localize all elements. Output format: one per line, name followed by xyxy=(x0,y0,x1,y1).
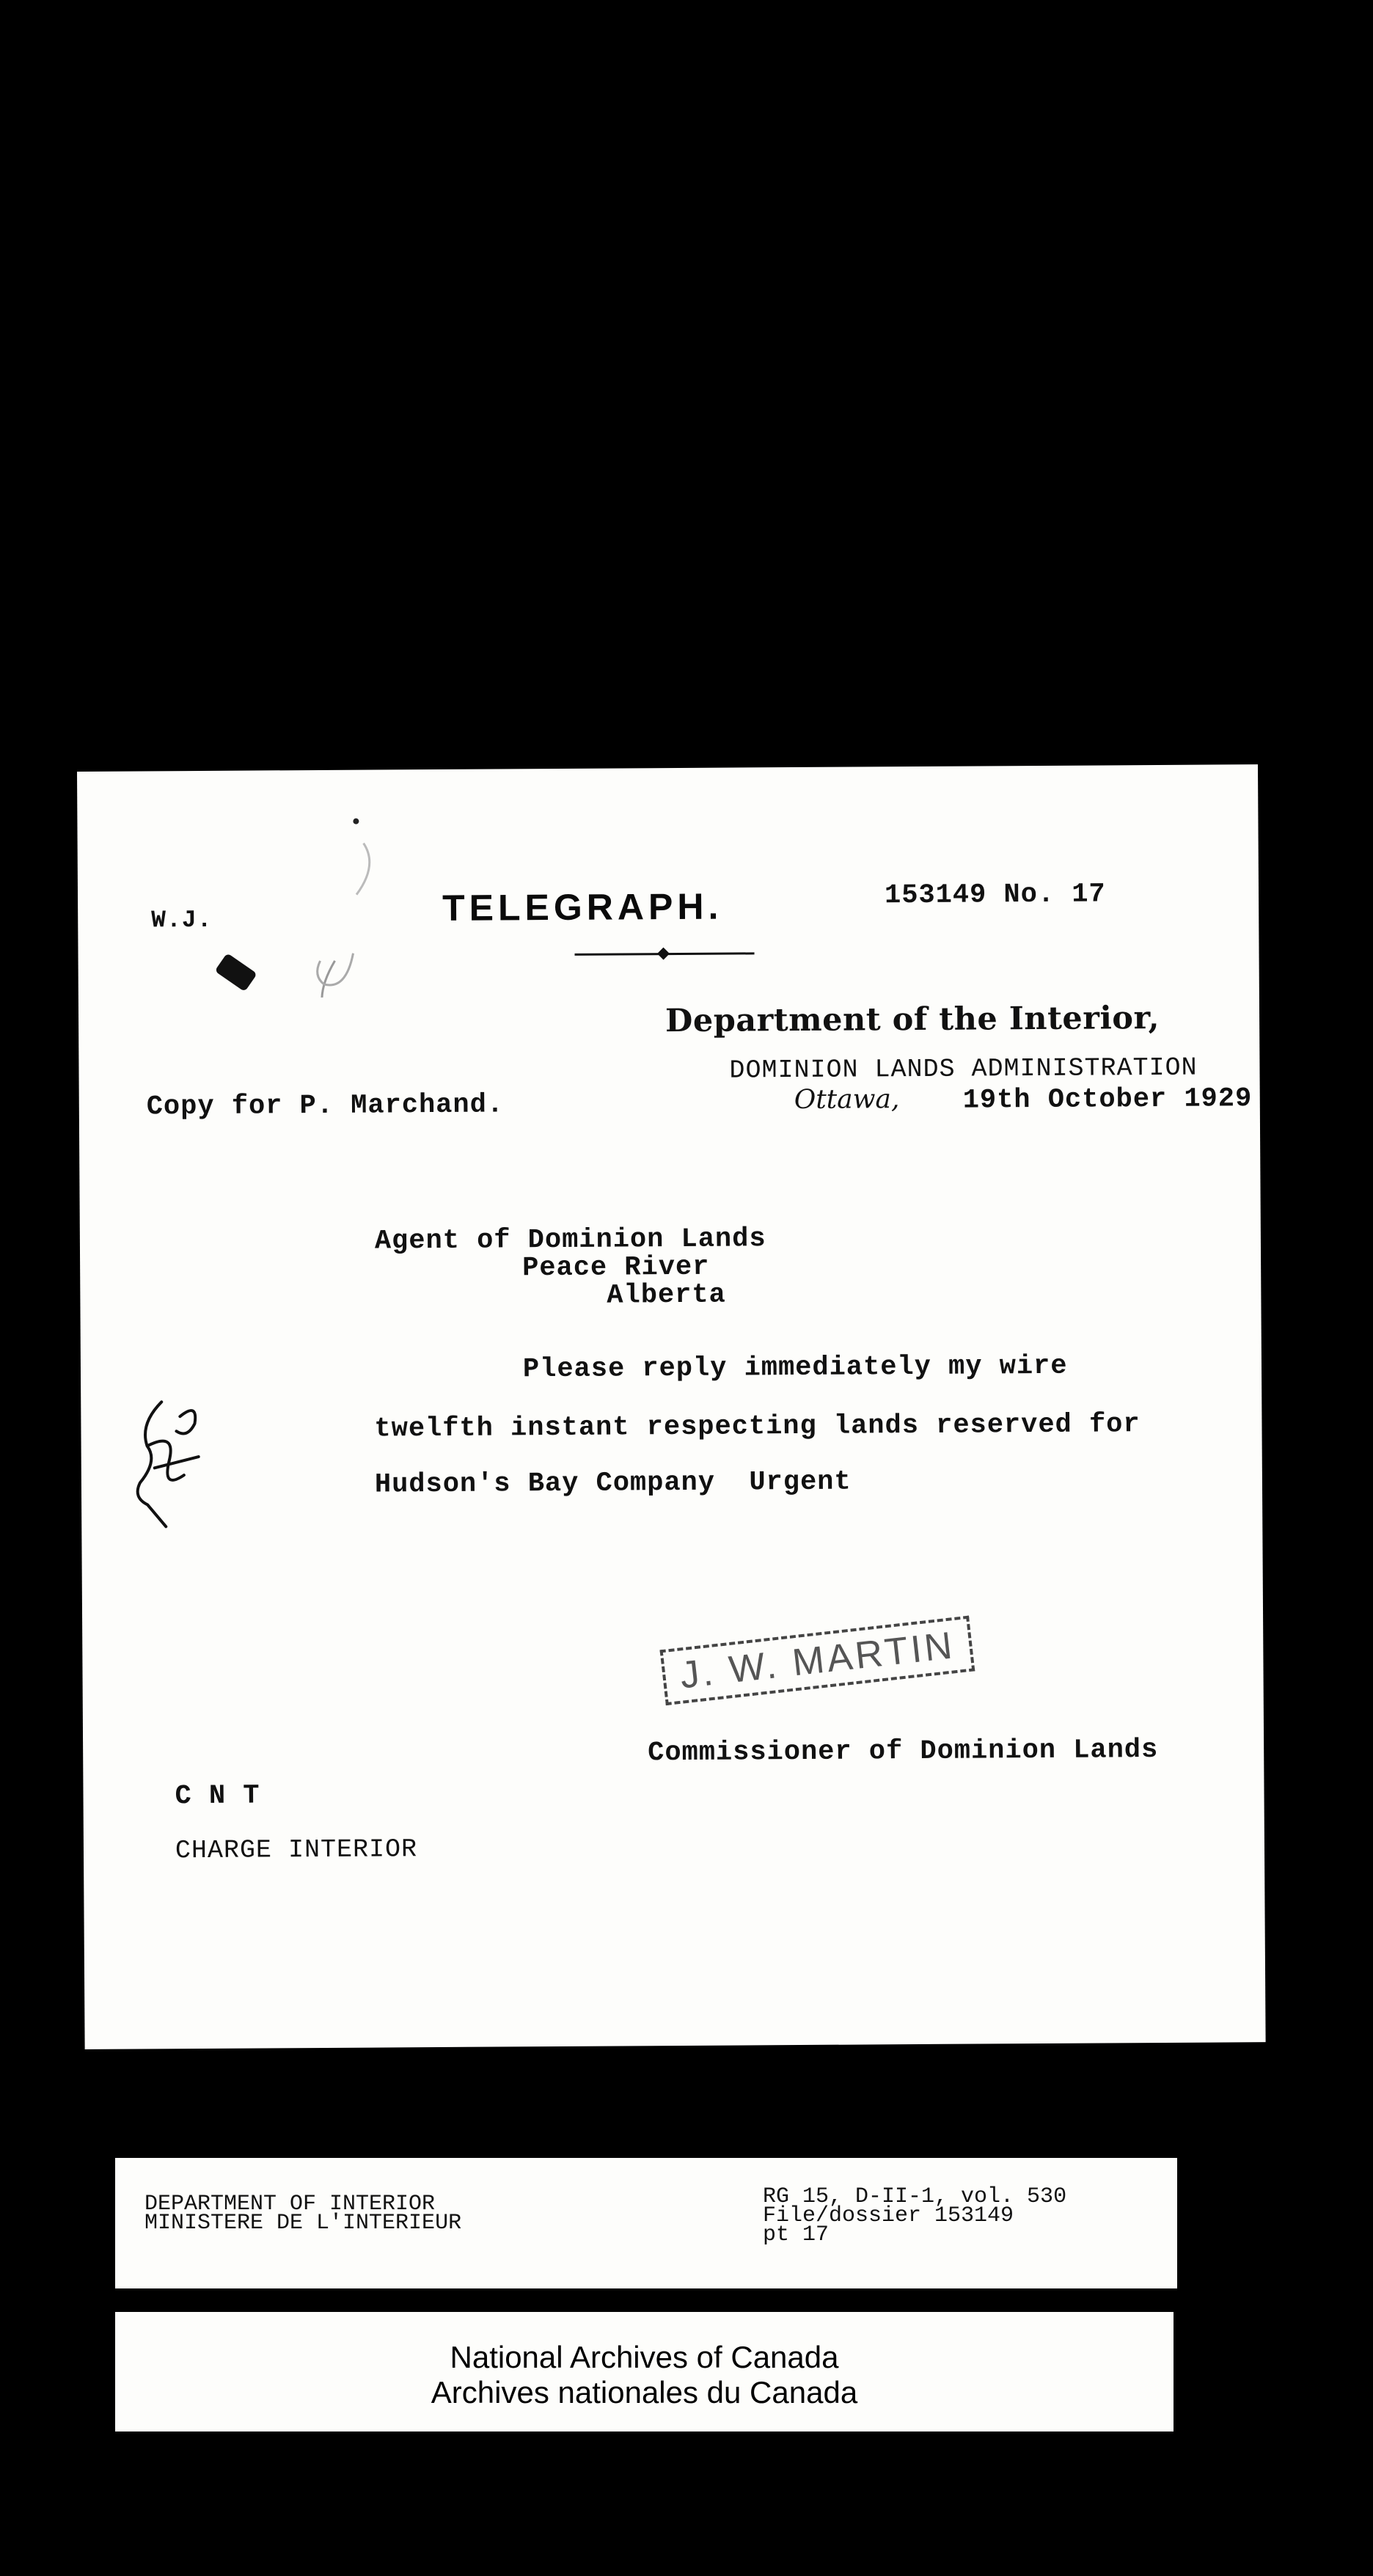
department-en: DEPARTMENT OF INTERIOR xyxy=(144,2192,436,2217)
department-name: Department of the Interior, xyxy=(664,999,1160,1040)
copy-note: Copy for P. Marchand. xyxy=(146,1089,505,1123)
charge-line: CHARGE INTERIOR xyxy=(175,1834,418,1866)
message-line1: Please reply immediately my wire xyxy=(522,1350,1068,1386)
addressee-line1: Agent of Dominion Lands xyxy=(374,1223,766,1257)
city: Ottawa, xyxy=(794,1084,900,1116)
administration-name: DOMINION LANDS ADMINISTRATION xyxy=(729,1053,1198,1086)
part-ref: pt 17 xyxy=(763,2222,830,2247)
archive-name-fr: Archives nationales du Canada xyxy=(431,2375,858,2409)
file-ref: File/dossier 153149 xyxy=(763,2203,1014,2228)
page-title: TELEGRAPH. xyxy=(442,885,723,929)
initials: W.J. xyxy=(151,906,213,934)
archive-name-en: National Archives of Canada xyxy=(450,2340,839,2374)
addressee-line2: Peace River xyxy=(522,1251,710,1284)
routing-code: C N T xyxy=(175,1780,260,1812)
telegram-page xyxy=(77,764,1266,2049)
handwritten-initials xyxy=(117,1387,213,1534)
file-number: 153149 No. 17 xyxy=(884,879,1106,912)
signature-stamp: J. W. MARTIN xyxy=(660,1616,975,1705)
addressee-line3: Alberta xyxy=(607,1279,726,1311)
signatory-title: Commissioner of Dominion Lands xyxy=(648,1735,1159,1769)
archive-footer xyxy=(115,2312,1174,2432)
archive-reference-label xyxy=(115,2158,1177,2288)
record-group-ref: RG 15, D-II-1, vol. 530 xyxy=(763,2184,1067,2209)
department-fr: MINISTERE DE L'INTERIEUR xyxy=(144,2211,462,2236)
message-line2: twelfth instant respecting lands reserved for xyxy=(374,1409,1140,1445)
heading-rule-ornament xyxy=(657,948,670,960)
date: 19th October 1929 xyxy=(962,1083,1253,1116)
paper-clip-mark xyxy=(282,813,387,998)
ink-smudge xyxy=(215,953,257,992)
message-line3: Hudson's Bay Company Urgent xyxy=(374,1466,852,1501)
